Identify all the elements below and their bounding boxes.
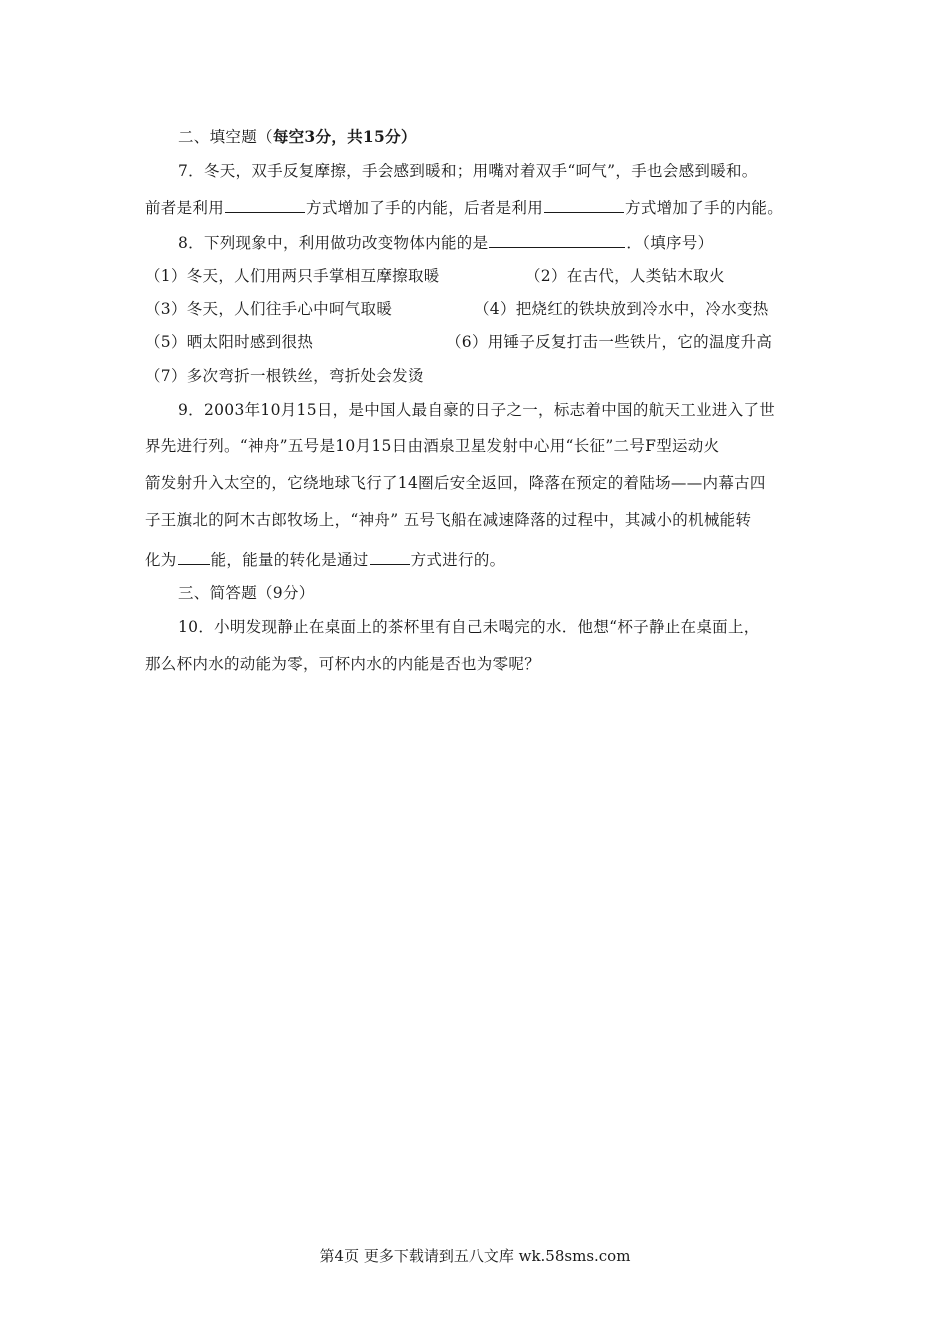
q8-option-1: （1）冬天，人们用两只手掌相互摩擦取暖 (145, 267, 440, 285)
q9-blank-2[interactable] (370, 548, 410, 565)
q7-blank-1[interactable] (225, 196, 305, 213)
q9-blank-1[interactable] (178, 548, 210, 565)
q9-line-3: 箭发射升入太空的，它绕地球飞行了14圈后安全返回，降落在预定的着陆场——内幕古四 (145, 474, 766, 492)
q8-stem-text: 8．下列现象中，利用做功改变物体内能的是 (178, 234, 489, 252)
q8-option-3: （3）冬天，人们往手心中呵气取暖 (145, 300, 393, 318)
q9-text-c: 方式进行的。 (410, 551, 506, 569)
q9-line-2: 界先进行列。“神舟”五号是10月15日由酒泉卫星发射中心用“长征”二号F型运动火 (145, 437, 720, 455)
page-footer: 第4页 更多下载请到五八文库 wk.58sms.com (319, 1247, 631, 1265)
q8-stem-suffix: ．（填序号） (626, 234, 714, 252)
q10-line-1: 10．小明发现静止在桌面上的茶杯里有自己未喝完的水．他想“杯子静止在桌面上， (178, 618, 760, 636)
q8-option-6: （6）用锤子反复打击一些铁片，它的温度升高 (446, 333, 773, 351)
q7-text-b: 方式增加了手的内能，后者是利用 (306, 199, 544, 217)
q7-text-c: 方式增加了手的内能。 (625, 199, 784, 217)
q7-text-a: 前者是利用 (145, 199, 225, 217)
q8-blank[interactable] (489, 231, 625, 248)
q9-line-4: 子王旗北的阿木古郎牧场上，“神舟” 五号飞船在减速降落的过程中，其减小的机械能转 (145, 511, 752, 529)
section2-heading (178, 127, 417, 147)
q8-option-7: （7）多次弯折一根铁丝，弯折处会发烫 (145, 367, 424, 385)
q7-line-1: 7．冬天，双手反复摩擦，手会感到暖和；用嘴对着双手“呵气”，手也会感到暖和。 (178, 162, 758, 180)
section2-heading-text: 二、填空题（ (178, 128, 273, 146)
q8-option-5: （5）晒太阳时感到很热 (145, 333, 314, 351)
q8-stem (178, 231, 713, 253)
q9-text-b: 能，能量的转化是通过 (210, 551, 369, 569)
q9-text-a: 化为 (145, 551, 177, 569)
q7-line-2 (145, 196, 783, 218)
q7-blank-2[interactable] (544, 196, 624, 213)
section3-heading: 三、简答题（9分） (178, 584, 315, 602)
q9-line-1: 9．2003年10月15日，是中国人最自豪的日子之一，标志着中国的航天工业进入了世 (178, 401, 776, 419)
section2-heading-score: 每空3分，共15分） (272, 127, 417, 146)
q8-option-2: （2）在古代，人类钻木取火 (525, 267, 725, 285)
q9-line-5 (145, 548, 505, 570)
q8-option-4: （4）把烧红的铁块放到冷水中，冷水变热 (474, 300, 769, 318)
q10-line-2: 那么杯内水的动能为零，可杯内水的内能是否也为零呢？ (145, 655, 541, 673)
